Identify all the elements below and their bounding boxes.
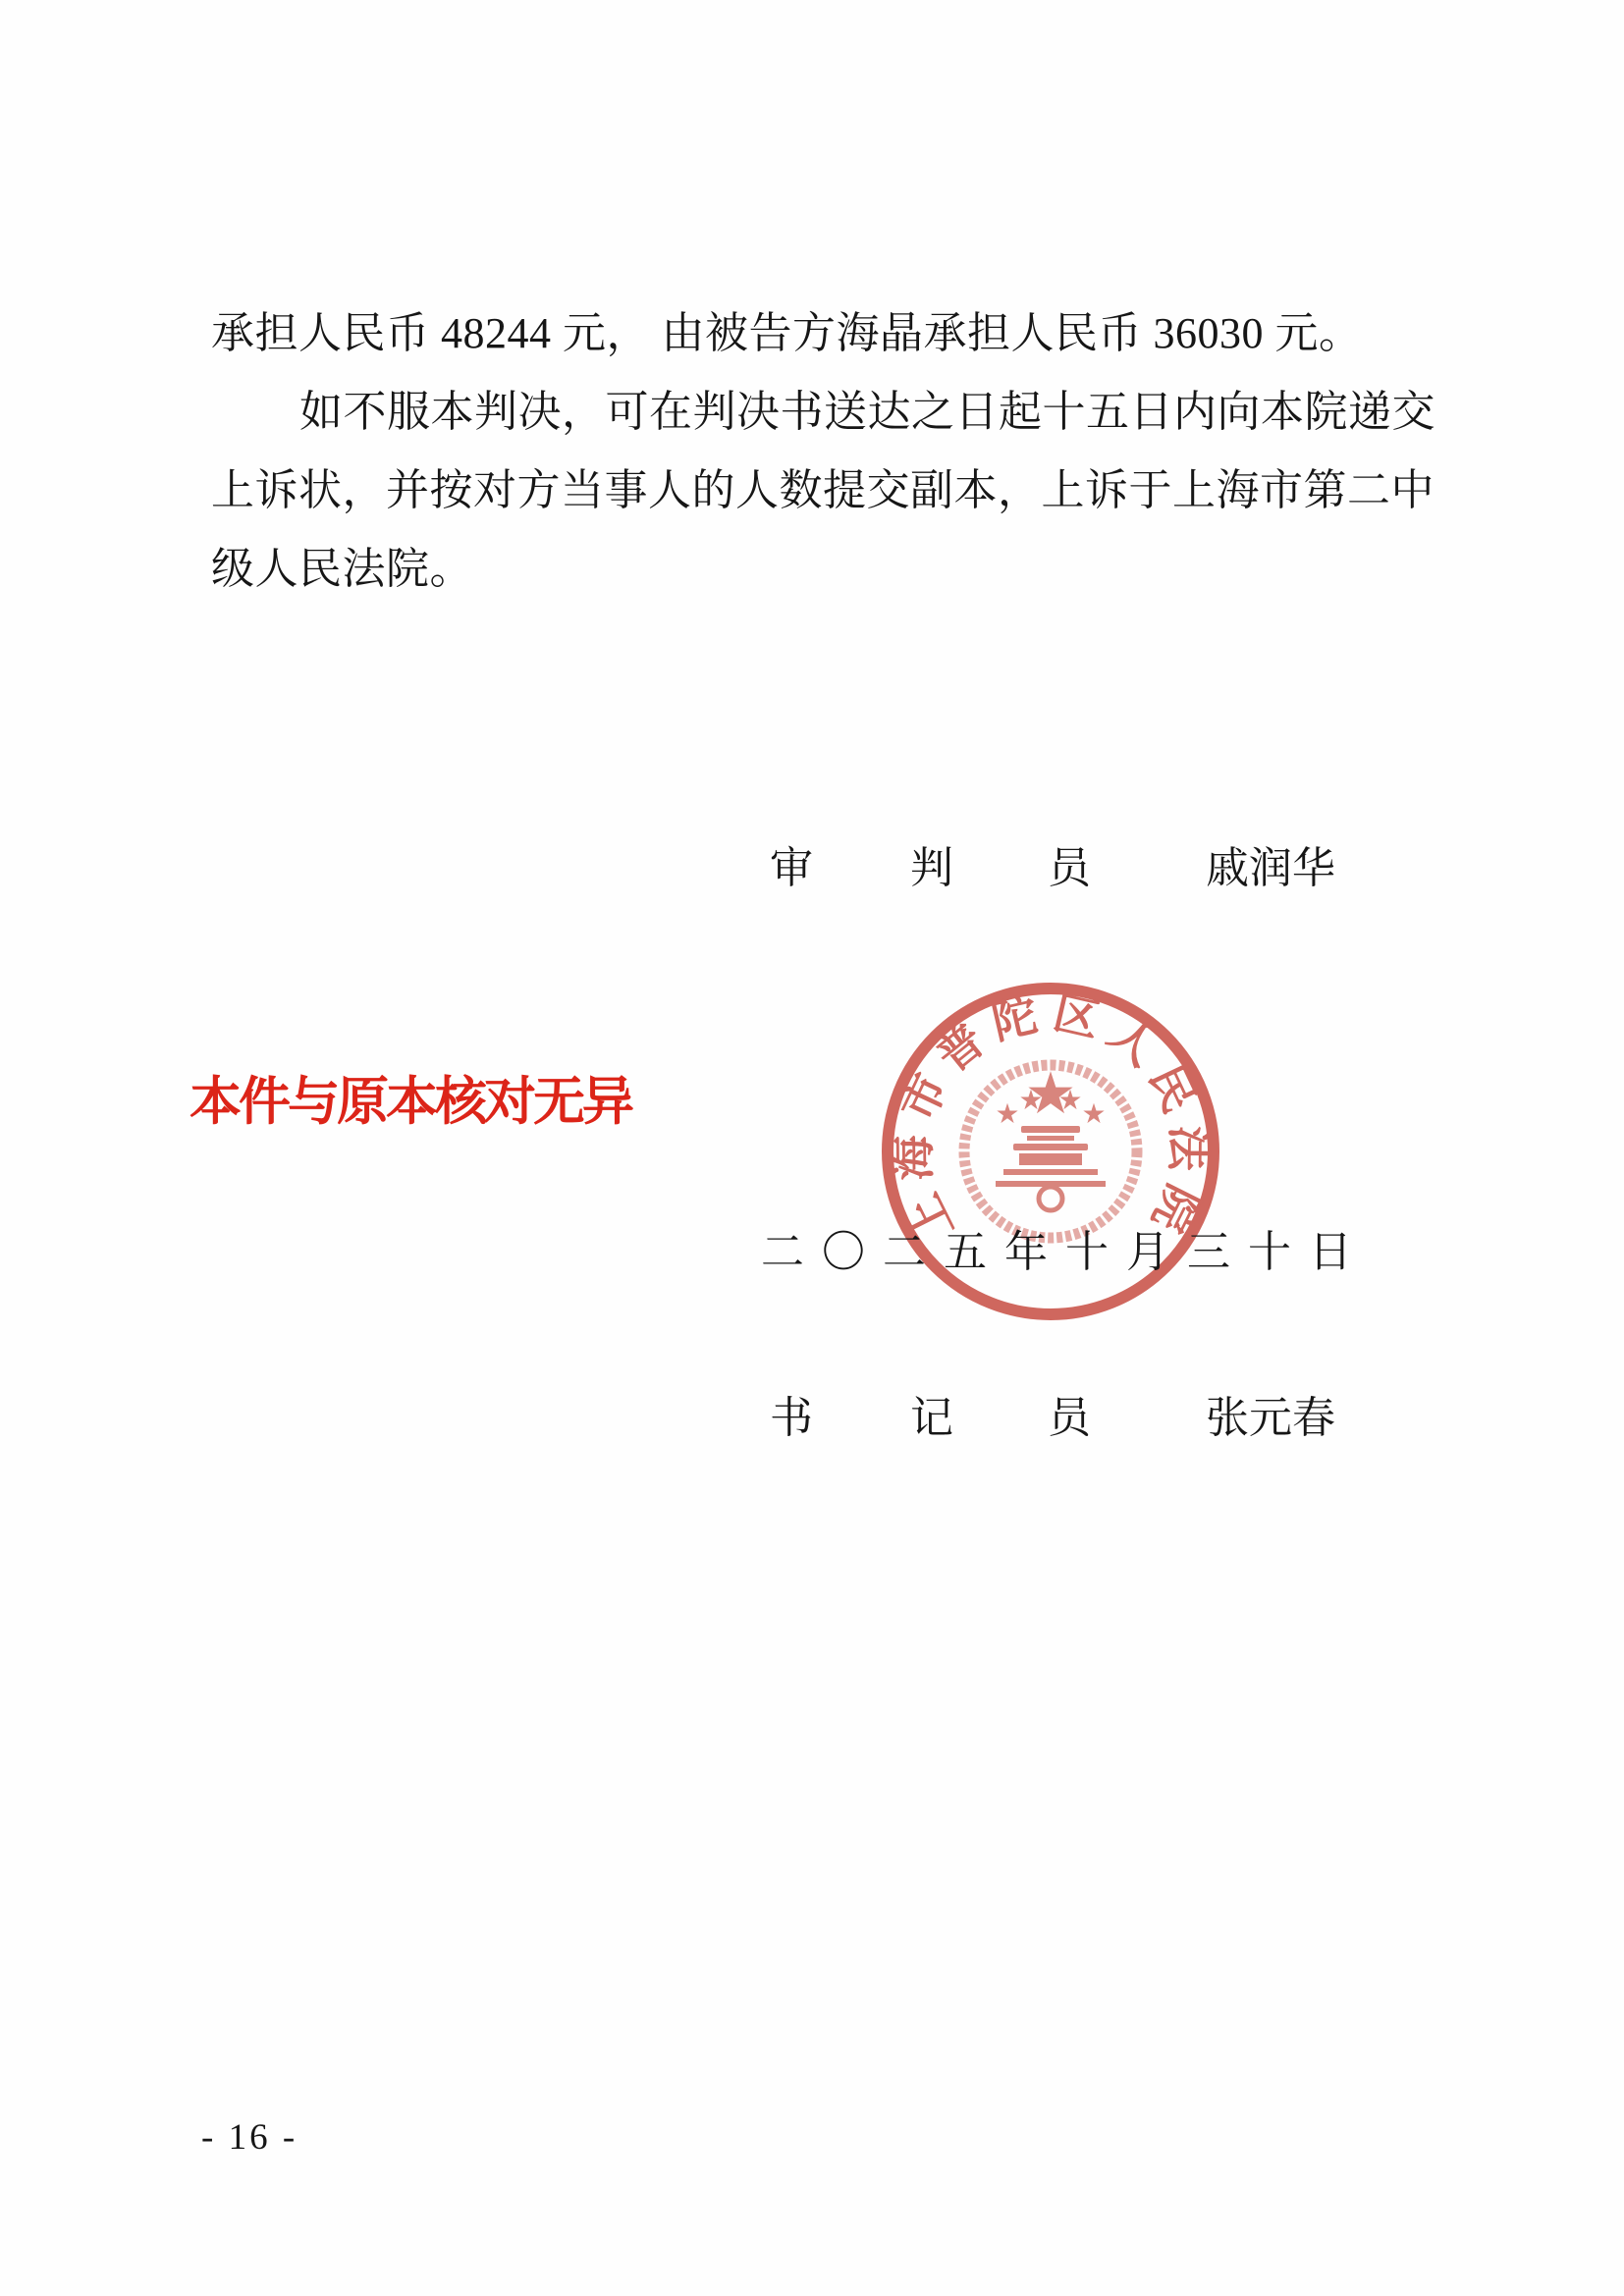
body-line: 承担人民币 48244 元， 由被告方海晶承担人民币 36030 元。 [211,309,1363,357]
body-line: 如不服本判决，可在判决书送达之日起十五日内向本院递交 [299,388,1435,436]
clerk-signature-row [770,1389,1335,1448]
clerk-title-char: 记 [910,1394,953,1442]
judge-signature-row [770,839,1335,898]
judge-title-char: 判 [910,844,953,892]
body-line: 级人民法院。 [211,545,473,593]
clerk-name: 张元春 [1206,1394,1335,1442]
judge-title-char: 员 [1048,844,1091,892]
body-line: 上诉状，并按对方当事人的人数提交副本，上诉于上海市第二中 [211,466,1435,514]
seal-court-name-text: 上海市普陀区人民法院 [888,987,1214,1249]
clerk-title-char: 书 [770,1394,813,1442]
national-emblem-icon [996,1071,1106,1210]
judge-title-char: 审 [770,844,813,892]
clerk-title-char: 员 [1048,1394,1091,1442]
judge-name: 戚润华 [1206,844,1335,892]
page-number: - 16 - [201,2117,298,2158]
verification-stamp-text: 本件与原本核对无异 [189,1073,631,1131]
body-text-block [211,294,1448,609]
judgment-date: 二〇二五年十月三十日 [761,1228,1370,1276]
